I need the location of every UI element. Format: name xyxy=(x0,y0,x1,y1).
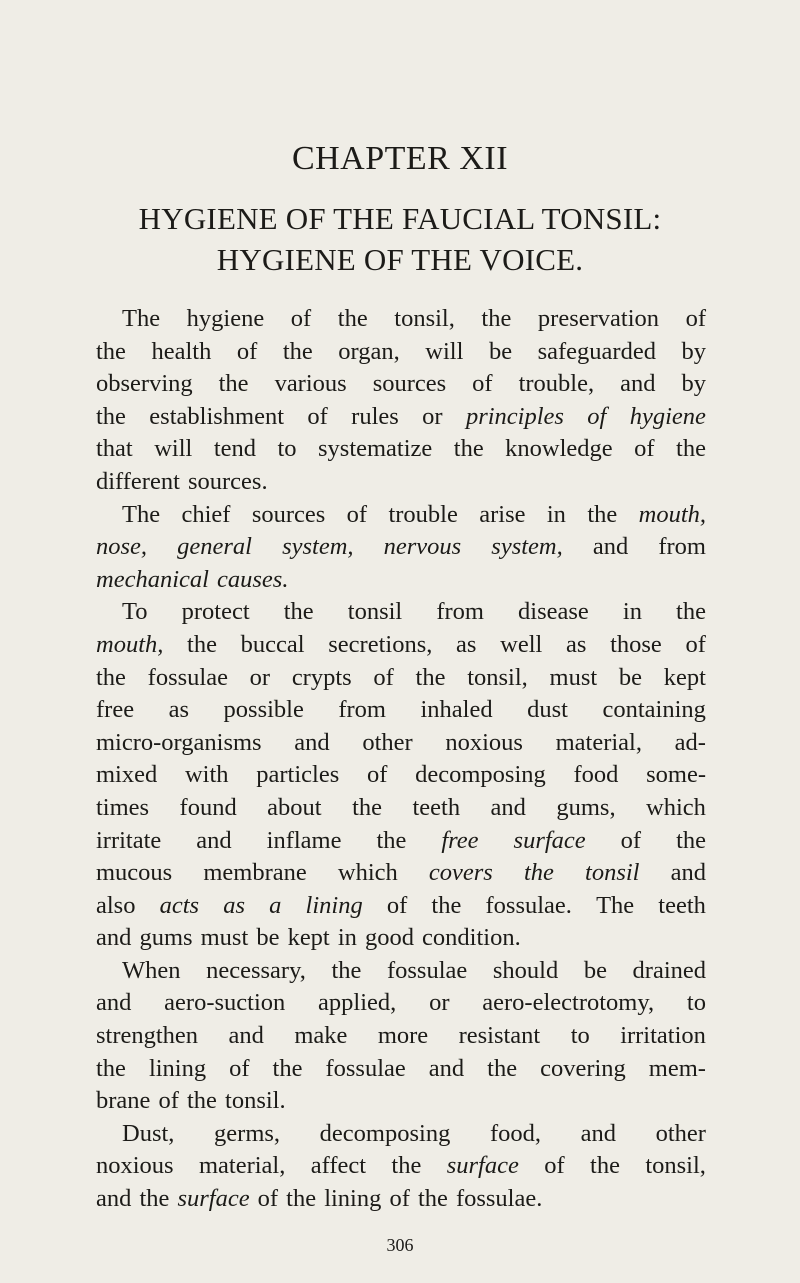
word: inhaled xyxy=(420,696,493,724)
word: the xyxy=(376,826,407,854)
word: germs, xyxy=(214,1119,281,1147)
word: of xyxy=(236,337,258,365)
word: organ, xyxy=(338,337,400,365)
word: sources xyxy=(372,370,447,398)
word: and xyxy=(228,1022,264,1050)
word: tonsil, xyxy=(645,1152,706,1180)
word: and xyxy=(580,1119,616,1147)
word: the xyxy=(415,663,446,691)
text-line xyxy=(96,596,706,629)
text-line xyxy=(96,564,706,597)
word: and xyxy=(96,989,132,1017)
word: preservation xyxy=(537,305,660,332)
italic-word: causes. xyxy=(217,565,289,593)
italic-word: surface xyxy=(177,1185,250,1213)
word: found xyxy=(179,793,237,821)
word: observing xyxy=(96,370,193,398)
word: the xyxy=(187,630,217,658)
word: the xyxy=(676,598,706,626)
word: in xyxy=(337,924,357,952)
word: buccal xyxy=(240,630,305,658)
word: protect xyxy=(181,598,250,626)
text-line xyxy=(96,1020,706,1053)
word: of xyxy=(346,500,368,528)
word: and xyxy=(428,1054,465,1082)
word: teeth xyxy=(412,793,461,821)
word: tonsil xyxy=(347,598,403,626)
text-line xyxy=(96,1183,706,1216)
word: membrane xyxy=(203,859,307,887)
italic-word: free xyxy=(441,826,479,854)
italic-word: general xyxy=(177,533,252,561)
word: of xyxy=(634,435,655,463)
word: and xyxy=(96,924,132,952)
body-text xyxy=(96,303,706,1216)
word: the xyxy=(286,1185,317,1213)
word: systematize xyxy=(318,435,433,463)
word: To xyxy=(122,598,148,626)
word: tonsil, xyxy=(394,305,455,332)
word: from xyxy=(658,533,706,561)
text-line xyxy=(96,825,706,858)
word: trouble xyxy=(388,500,458,528)
italic-word: as xyxy=(223,891,246,919)
text-line xyxy=(96,922,706,955)
word: be xyxy=(618,663,643,691)
word: gums xyxy=(139,924,193,952)
word: the xyxy=(283,598,314,626)
word: of xyxy=(544,1152,565,1180)
word: and xyxy=(294,728,330,756)
word: secretions, xyxy=(328,630,433,658)
word: noxious xyxy=(445,728,523,756)
word: by xyxy=(681,337,706,365)
word: kept xyxy=(287,924,330,952)
word: aero-electrotomy, xyxy=(482,989,655,1017)
word: and xyxy=(196,826,232,854)
word: affect xyxy=(310,1152,367,1180)
italic-word: lining xyxy=(305,891,363,919)
word: as xyxy=(168,696,190,724)
text-line xyxy=(96,727,706,760)
word: good xyxy=(364,924,414,952)
word: the xyxy=(139,1185,170,1213)
word: fossulae. xyxy=(485,891,572,919)
italic-word: principles xyxy=(465,402,564,430)
word: to xyxy=(277,435,297,463)
word: be xyxy=(256,924,280,952)
word: hygiene xyxy=(186,305,265,332)
chapter-title-line-1: HYGIENE OF THE FAUCIAL TONSIL: xyxy=(138,201,662,236)
word: various xyxy=(274,370,347,398)
word: sources xyxy=(251,500,326,528)
word: more xyxy=(377,1022,429,1050)
word: from xyxy=(436,598,484,626)
word: of xyxy=(158,1087,179,1115)
word: establishment xyxy=(149,402,285,430)
word: which xyxy=(337,859,398,887)
word: The xyxy=(596,891,635,919)
italic-word: hygiene xyxy=(629,402,706,430)
italic-word: the xyxy=(523,859,554,887)
word: to xyxy=(570,1022,590,1050)
word: noxious xyxy=(96,1152,174,1180)
word: free xyxy=(96,696,135,724)
word: The xyxy=(122,305,161,332)
word: as xyxy=(565,630,587,658)
word: condition. xyxy=(422,924,521,952)
word: and xyxy=(620,370,656,398)
word: Dust, xyxy=(122,1119,175,1147)
word: material, xyxy=(555,728,642,756)
word: the xyxy=(331,956,362,984)
word: strengthen xyxy=(96,1022,199,1050)
text-line xyxy=(96,433,706,466)
word: other xyxy=(655,1119,706,1147)
word: arise xyxy=(479,500,526,528)
italic-word: surface xyxy=(446,1152,519,1180)
word: as xyxy=(456,630,477,658)
word: tonsil. xyxy=(225,1087,286,1115)
word: times xyxy=(96,793,150,821)
word: teeth xyxy=(658,891,706,919)
word: the xyxy=(282,337,313,365)
word: disease xyxy=(518,598,589,626)
word: that xyxy=(96,435,133,463)
word: the xyxy=(96,337,126,365)
word: the xyxy=(676,435,706,463)
word: in xyxy=(622,598,642,626)
word: will xyxy=(425,337,464,365)
word: of xyxy=(373,663,394,691)
text-line xyxy=(96,336,706,369)
word: applied, xyxy=(318,989,397,1017)
word: of xyxy=(307,402,328,430)
word: about xyxy=(267,793,322,821)
word: dust xyxy=(527,696,568,724)
word: rules xyxy=(351,402,399,430)
word: the xyxy=(96,663,126,691)
word: fossulae xyxy=(386,956,468,984)
italic-word: tonsil xyxy=(585,859,640,887)
word: possible xyxy=(223,696,304,724)
word: the xyxy=(590,1152,620,1180)
word: particles xyxy=(256,761,340,789)
word: or xyxy=(249,663,271,691)
italic-word: covers xyxy=(428,859,493,887)
text-line xyxy=(96,987,706,1020)
word: make xyxy=(294,1022,348,1050)
word: gums, xyxy=(556,793,616,821)
word: tonsil, xyxy=(467,663,528,691)
italic-word: nervous xyxy=(383,533,462,561)
word: inflame xyxy=(266,826,342,854)
word: must xyxy=(200,924,249,952)
word: tend xyxy=(213,435,256,463)
word: and xyxy=(670,859,706,887)
word: the xyxy=(272,1054,303,1082)
word: irritate xyxy=(96,826,162,854)
text-line xyxy=(96,857,706,890)
word: the xyxy=(391,1152,422,1180)
text-line xyxy=(96,303,706,336)
word: material, xyxy=(198,1152,286,1180)
text-line xyxy=(96,1085,706,1118)
word: and xyxy=(592,533,629,561)
word: the xyxy=(676,826,706,854)
word: lining xyxy=(324,1185,382,1213)
word: When xyxy=(122,956,181,984)
word: The xyxy=(122,500,161,528)
word: necessary, xyxy=(206,956,306,984)
word: containing xyxy=(602,696,706,724)
word: be xyxy=(488,337,513,365)
text-line xyxy=(96,955,706,988)
word: the xyxy=(218,370,249,398)
chapter-title-line-2: HYGIENE OF THE VOICE. xyxy=(216,242,584,277)
word: food, xyxy=(489,1119,541,1147)
italic-word: of xyxy=(587,402,607,430)
word: also xyxy=(96,891,136,919)
word: fossulae. xyxy=(455,1185,543,1213)
italic-word: surface xyxy=(513,826,586,854)
word: of xyxy=(620,826,642,854)
word: micro-organisms xyxy=(96,728,262,756)
word: with xyxy=(184,761,229,789)
text-line xyxy=(96,792,706,825)
word: safeguarded xyxy=(537,337,656,365)
text-line xyxy=(96,531,706,564)
word: brane xyxy=(96,1087,151,1115)
word: food xyxy=(573,761,619,789)
italic-word: nose, xyxy=(96,533,148,561)
word: knowledge xyxy=(505,435,613,463)
word: those xyxy=(610,630,662,658)
italic-word: mouth, xyxy=(96,630,164,658)
word: drained xyxy=(632,956,706,984)
word: lining xyxy=(148,1054,207,1082)
word: of xyxy=(389,1185,410,1213)
word: the xyxy=(187,1087,217,1115)
text-line xyxy=(96,629,706,662)
word: covering xyxy=(540,1054,626,1082)
word: the xyxy=(337,305,368,332)
word: well xyxy=(500,630,543,658)
word: the xyxy=(431,891,462,919)
word: aero-suction xyxy=(164,989,286,1017)
word: the xyxy=(487,1054,518,1082)
word: ad- xyxy=(674,728,706,756)
italic-word: acts xyxy=(159,891,200,919)
word: the xyxy=(481,305,512,332)
word: the xyxy=(453,435,484,463)
text-line xyxy=(96,1118,706,1151)
word: decomposing xyxy=(319,1119,451,1147)
word: kept xyxy=(663,663,706,691)
chapter-heading: CHAPTER XII xyxy=(291,140,509,177)
word: of xyxy=(366,761,388,789)
word: the xyxy=(417,1185,448,1213)
text-line xyxy=(96,1150,706,1183)
word: of xyxy=(257,1185,279,1213)
word: from xyxy=(338,696,386,724)
word: the xyxy=(96,1054,126,1082)
text-line xyxy=(96,368,706,401)
word: mem- xyxy=(648,1054,706,1082)
word: mucous xyxy=(96,859,173,887)
word: chief xyxy=(181,500,231,528)
word: some- xyxy=(646,761,706,789)
word: different xyxy=(96,467,180,495)
text-line xyxy=(96,401,706,434)
word: by xyxy=(681,370,706,398)
word: sources. xyxy=(187,467,268,495)
text-line xyxy=(96,466,706,499)
page-number: 306 xyxy=(386,1235,414,1255)
word: other xyxy=(362,728,413,756)
word: trouble, xyxy=(518,370,595,398)
word: fossulae xyxy=(325,1054,406,1082)
word: of xyxy=(290,305,312,332)
italic-word: a xyxy=(269,891,282,919)
word: resistant xyxy=(458,1022,541,1050)
word: or xyxy=(429,989,450,1017)
text-line xyxy=(96,759,706,792)
word: the xyxy=(587,500,618,528)
word: will xyxy=(154,435,193,463)
word: health xyxy=(151,337,212,365)
word: or xyxy=(422,402,443,430)
word: fossulae xyxy=(147,663,228,691)
text-line xyxy=(96,662,706,695)
text-line xyxy=(96,694,706,727)
word: which xyxy=(646,793,706,821)
word: of xyxy=(386,891,408,919)
word: must xyxy=(549,663,598,691)
word: the xyxy=(96,402,126,430)
word: be xyxy=(583,956,607,984)
word: in xyxy=(546,500,566,528)
word: mixed xyxy=(96,761,158,789)
text-line xyxy=(96,1053,706,1086)
word: of xyxy=(685,305,706,332)
word: to xyxy=(686,989,706,1017)
italic-word: mouth, xyxy=(638,500,706,528)
word: irritation xyxy=(620,1022,706,1050)
word: the xyxy=(352,793,382,821)
word: and xyxy=(490,793,526,821)
text-line xyxy=(96,499,706,532)
word: of xyxy=(229,1054,250,1082)
word: of xyxy=(685,630,706,658)
text-line xyxy=(96,890,706,923)
word: decomposing xyxy=(415,761,546,789)
word: crypts xyxy=(291,663,352,691)
italic-word: system, xyxy=(491,533,563,561)
italic-word: system, xyxy=(282,533,354,561)
word: should xyxy=(492,956,559,984)
italic-word: mechanical xyxy=(96,565,209,593)
word: of xyxy=(472,370,493,398)
word: and xyxy=(96,1185,132,1213)
